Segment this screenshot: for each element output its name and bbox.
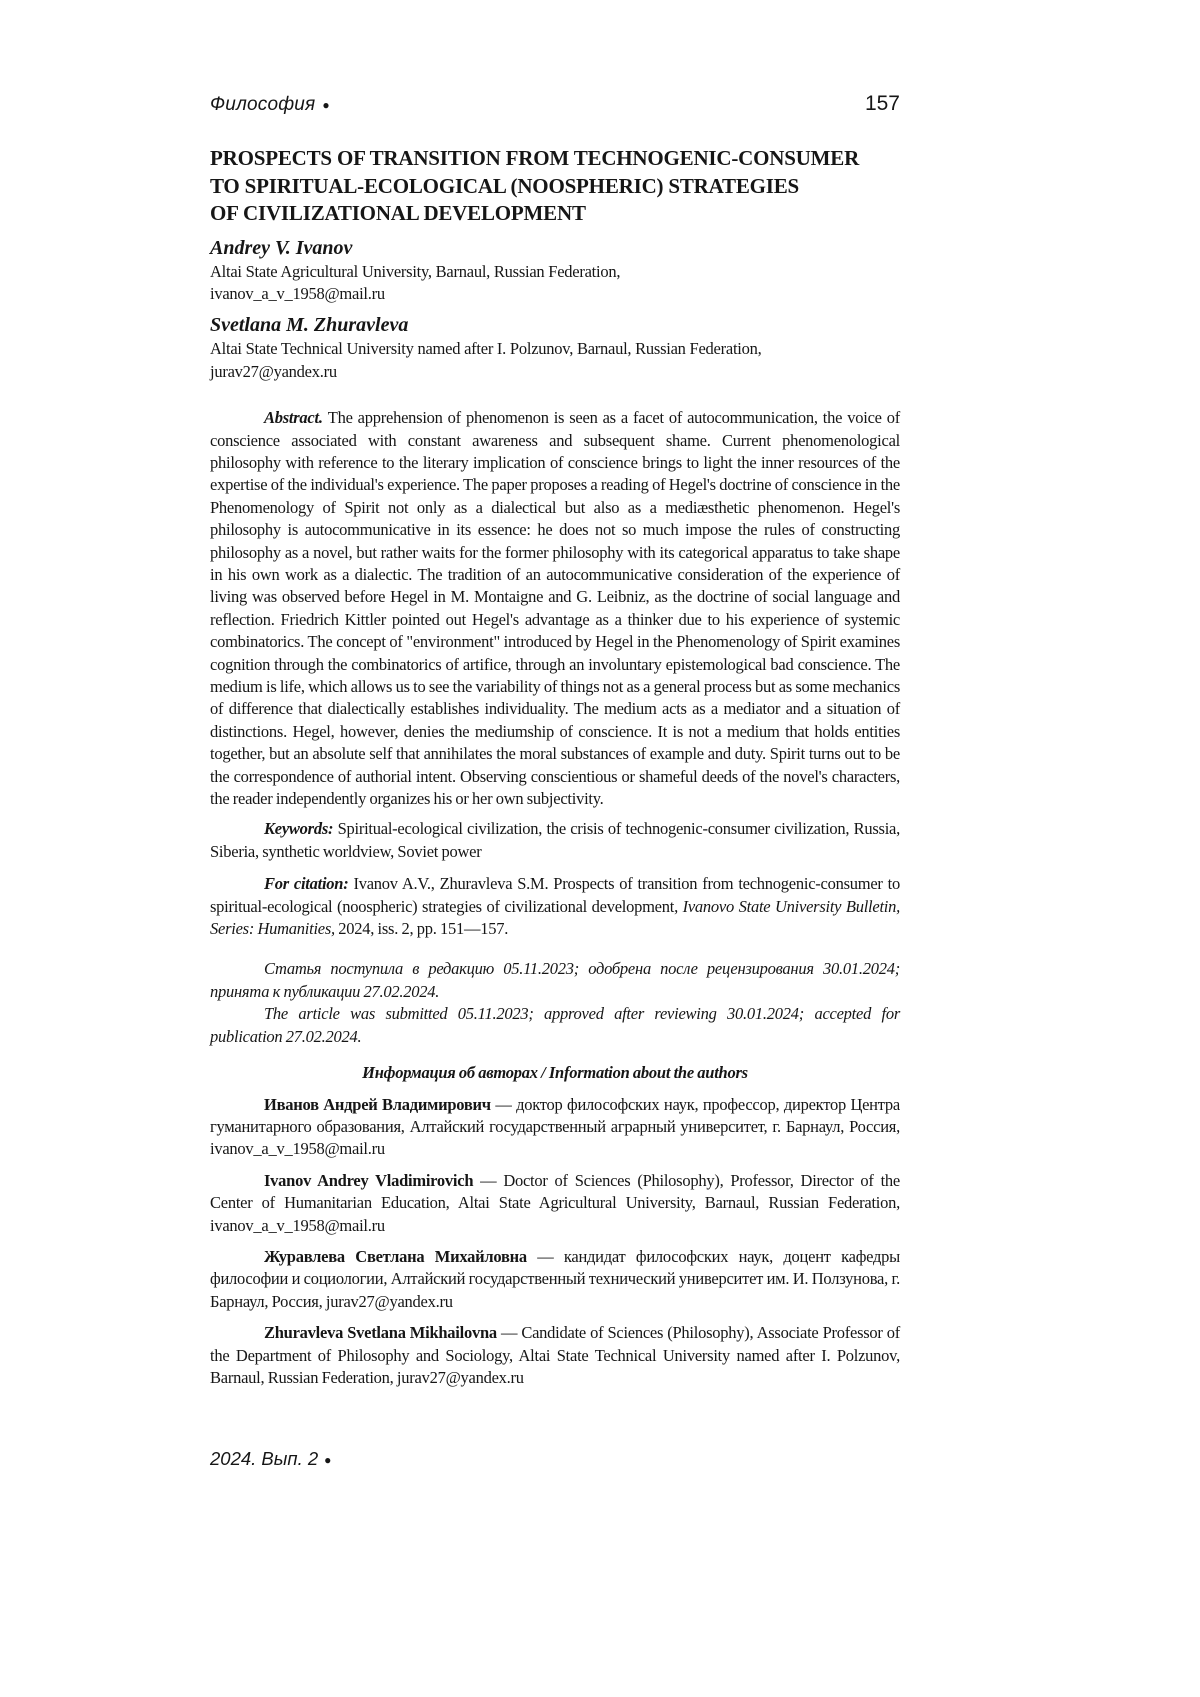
section-name: Философия <box>210 94 316 115</box>
author-name: Svetlana M. Zhuravleva <box>210 314 409 337</box>
author-info-zhuravleva-en-text: — Candidate of Sciences (Philosophy), Associate Professor of the Department of Philosophy and Sociology, Altai State Technical University named after I. Polzunov, Barnaul, Russian Federation, jurav27@yandex.ru <box>210 1323 900 1387</box>
citation-paragraph-text: For citation: <box>264 874 354 894</box>
submitted-note-ru-text: Статья поступила в редакцию 05.11.2023; одобрена после рецензирования 30.01.2024; принята к публикации 27.02.2024. <box>210 959 900 1001</box>
keywords-paragraph-text: Spiritual-ecological civilization, the crisis of technogenic-consumer civilization, Russia, Siberia, synthetic worldview, Soviet power <box>210 819 900 861</box>
issue-label: 2024. Вып. 2 <box>210 1448 319 1469</box>
title-line-2: TO SPIRITUAL-ECOLOGICAL (NOOSPHERIC) STRATEGIES <box>210 173 800 198</box>
author-block-ivanov <box>210 235 900 306</box>
submitted-note-ru <box>210 958 900 1003</box>
author-name: Andrey V. Ivanov <box>210 236 353 259</box>
author-info-zhuravleva-ru <box>210 1246 900 1313</box>
author-info-ivanov-ru-text: — доктор философских наук, профессор, директор Центра гуманитарного образования, Алтайский государственный аграрный университет, г. Барнаул, Россия, ivanov_a_v_1958@mail.ru <box>210 1094 900 1159</box>
abstract-paragraph <box>210 407 900 810</box>
author-email: jurav27@yandex.ru <box>210 361 337 381</box>
author-email: ivanov_a_v_1958@mail.ru <box>210 283 385 303</box>
author-affiliation: Altai State Technical University named after I. Polzunov, Barnaul, Russian Federation, <box>210 339 762 359</box>
authors-info-heading <box>210 1062 900 1084</box>
author-info-zhuravleva-en <box>210 1322 900 1389</box>
page-footer <box>210 1448 331 1470</box>
running-head <box>210 92 900 116</box>
page-content <box>210 92 900 1389</box>
citation-paragraph <box>210 873 900 940</box>
author-info-ivanov-en <box>210 1170 900 1237</box>
article-title <box>210 145 900 228</box>
author-affiliation: Altai State Agricultural University, Barnaul, Russian Federation, <box>210 261 621 281</box>
citation-paragraph-text: 2024, iss. 2, pp. 151—157. <box>334 919 509 939</box>
author-block-zhuravleva <box>210 312 900 383</box>
keywords-paragraph-text: Keywords: <box>264 819 338 839</box>
abstract-paragraph-text: The apprehension of phenomenon is seen as a facet of autocommunication, the voice of conscience associated with constant awareness and subsequent shame. Current phenomenological philosophy with reference to the literary implication of conscience brings to light the inner resources of the expertise of the individual's experience. The paper proposes a reading of Hegel's doctrine of conscience in the Phenomenology of Spirit not only as a dialectical but also as a mediæsthetic phenomenon. Hegel's philosophy is autocommunicative in its essence: he does not so much impose the rules of constructing philosophy as a novel, but rather waits for the former philosophy with its categorical apparatus to take shape in his own work as a dialectic. The tradition of an autocommunicative consideration of the experience of living was observed before Hegel in M. Montaigne and G. Leibniz, as the doctrine of social language and reflection. Friedrich Kittler pointed out Hegel's advantage as a thinker due to his experience of systemic combinatorics. The concept of "environment" introduced by Hegel in the Phenomenology of Spirit examines cognition through the combinatorics of artifice, through an involuntary epistemological bad conscience. The medium is life, which allows us to see the variability of things not as a general process but as some mechanics of difference that dialectically establishes individuality. The medium acts as a mediator and a situation of distinctions. Hegel, however, denies the mediumship of conscience. It is not a medium that holds entities together, but an absolute self that annihilates the moral substances of example and duty. Spirit turns out to be the correspondence of authorial intent. Observing conscientious or shameful deeds of the novel's characters, the reader independently organizes his or her own subjectivity. <box>210 408 900 809</box>
author-info-ivanov-en-text: Ivanov Andrey Vladimirovich <box>264 1170 474 1190</box>
bullet-icon: ● <box>322 98 330 112</box>
page-number: 157 <box>864 92 900 115</box>
title-line-1: PROSPECTS OF TRANSITION FROM TECHNOGENIC-CONSUMER <box>210 146 860 170</box>
author-info-zhuravleva-en-text: Zhuravleva Svetlana Mikhailovna <box>264 1323 497 1343</box>
submitted-note-en <box>210 1003 900 1048</box>
article-body <box>210 407 900 1389</box>
bullet-icon: ● <box>324 1453 332 1467</box>
section-label <box>210 94 330 116</box>
author-info-zhuravleva-ru-text: — кандидат философских наук, доцент кафедры философии и социологии, Алтайский государственный технический университет им. И. Ползунова, г. Барнаул, Россия, jurav27@yandex.ru <box>210 1246 900 1311</box>
author-info-ivanov-en-text: — Doctor of Sciences (Philosophy), Professor, Director of the Center of Humanitarian Education, Altai State Agricultural University, Barnaul, Russian Federation, ivanov_a_v_1958@mail.ru <box>210 1170 900 1235</box>
keywords-paragraph <box>210 818 900 863</box>
title-line-3: OF CIVILIZATIONAL DEVELOPMENT <box>210 201 586 225</box>
citation-paragraph-text: Ivanovo State University Bulletin, Series: Humanities, <box>210 896 900 939</box>
author-info-ivanov-ru-text: Иванов Андрей Владимирович <box>264 1094 491 1114</box>
author-info-ivanov-ru <box>210 1094 900 1161</box>
author-info-zhuravleva-ru-text: Журавлева Светлана Михайловна <box>264 1246 527 1266</box>
abstract-paragraph-text: Abstract. <box>264 408 328 428</box>
authors-info-heading-text: Информация об авторах / Information about the authors <box>362 1063 748 1083</box>
citation-paragraph-text: Ivanov A.V., Zhuravleva S.M. Prospects of transition from technogenic-consumer to spiritual-ecological (noospheric) strategies of civilizational development, <box>210 874 900 916</box>
submitted-note-en-text: The article was submitted 05.11.2023; approved after reviewing 30.01.2024; accepted for publication 27.02.2024. <box>210 1004 900 1046</box>
